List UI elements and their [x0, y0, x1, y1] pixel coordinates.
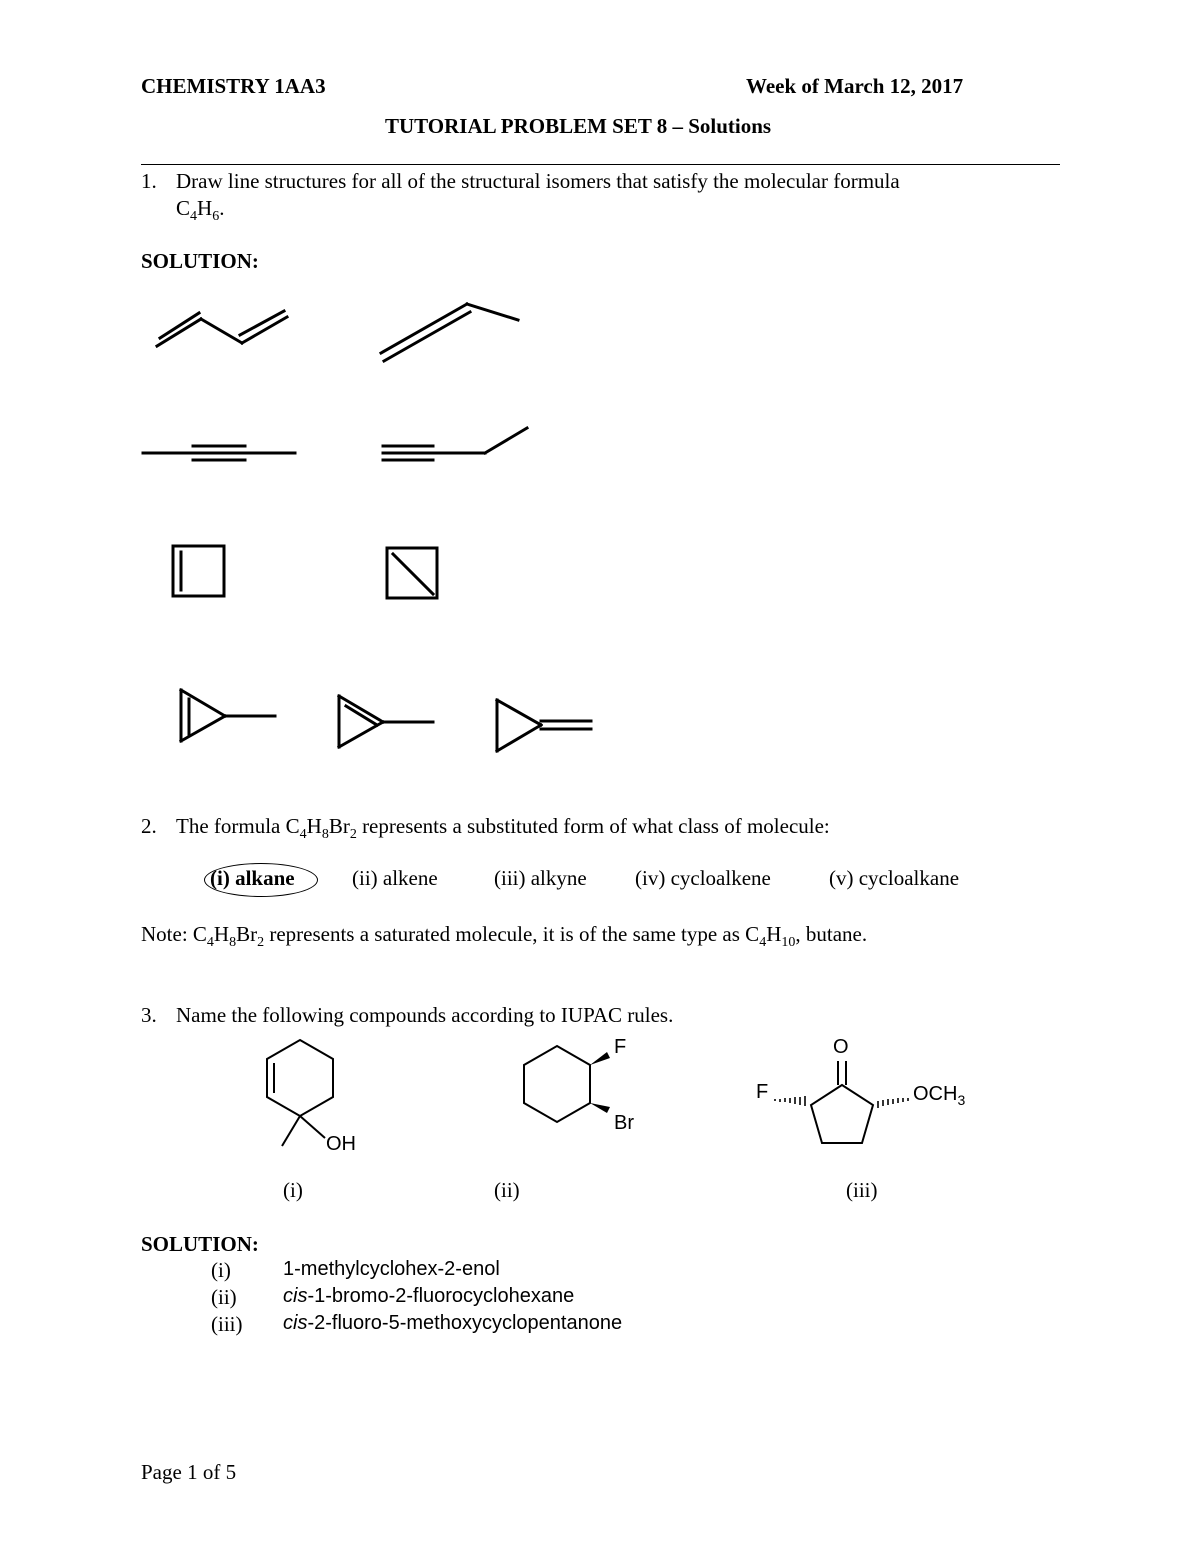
choice-cycloalkane: (v) cycloalkane: [829, 866, 960, 890]
compound-iii-structure: [811, 1061, 873, 1143]
label-oh: OH: [326, 1133, 356, 1155]
answer-iii-text: cis-2-fluoro-5-methoxycyclopentanone: [283, 1312, 623, 1334]
q1-number: 1.: [141, 169, 157, 193]
answer-i-number: (i): [211, 1258, 231, 1282]
label-f-ii: F: [614, 1036, 627, 1058]
q2-text: The formula $C_4H_8Br_2$ represents a substituted form of what class of molecule:: [176, 814, 830, 843]
choice-alkyne: (iii) alkyne: [494, 866, 587, 890]
answer-ii-text: cis-1-bromo-2-fluorocyclohexane: [283, 1285, 575, 1307]
stereo-bonds: [590, 1052, 610, 1113]
choice-cycloalkene: (iv) cycloalkene: [635, 866, 771, 890]
q3-text: Name the following compounds according to IUPAC rules.: [176, 1003, 674, 1027]
q1-text: Draw line structures for all of the structural isomers that satisfy the molecular formula: [176, 169, 900, 193]
label-f-iii: F: [756, 1081, 769, 1103]
label-o-iii: O: [833, 1036, 849, 1058]
date-label: Week of March 12, 2017: [746, 74, 964, 98]
compound-i-structure: [267, 1040, 333, 1146]
caption-i: (i): [283, 1178, 303, 1202]
answer-i-text: 1-methylcyclohex-2-enol: [283, 1258, 500, 1280]
label-br-ii: Br: [614, 1112, 634, 1134]
q3-number: 3.: [141, 1003, 157, 1027]
q3-solution-label: SOLUTION:: [141, 1232, 259, 1256]
wedge-bond-br: [590, 1103, 610, 1113]
choice-alkene: (ii) alkene: [352, 866, 438, 890]
course-title: CHEMISTRY 1AA3: [141, 74, 326, 98]
choice-alkane: (i) alkane: [210, 866, 295, 890]
q2-number: 2.: [141, 814, 157, 838]
hash-bonds: [775, 1096, 908, 1108]
q2-note: Note: $C_4H_8Br_2$ represents a saturated molecule, it is of the same type as $C_4H_{10}$, butane.: [141, 922, 868, 951]
wedge-bond-f: [590, 1052, 610, 1065]
page-number: Page 1 of 5: [141, 1460, 237, 1484]
compound-ii-structure: [524, 1046, 590, 1122]
answer-ii-number: (ii): [211, 1285, 237, 1309]
q1-solution-label: SOLUTION:: [141, 249, 259, 273]
answer-iii-number: (iii): [211, 1312, 243, 1336]
label-och3-iii: $OCH_3$: [913, 1083, 966, 1108]
caption-ii: (ii): [494, 1178, 520, 1202]
page-title: TUTORIAL PROBLEM SET 8 – Solutions: [385, 114, 772, 138]
q1-formula: $C_4H_6$.: [176, 196, 225, 225]
caption-iii: (iii): [846, 1178, 878, 1202]
